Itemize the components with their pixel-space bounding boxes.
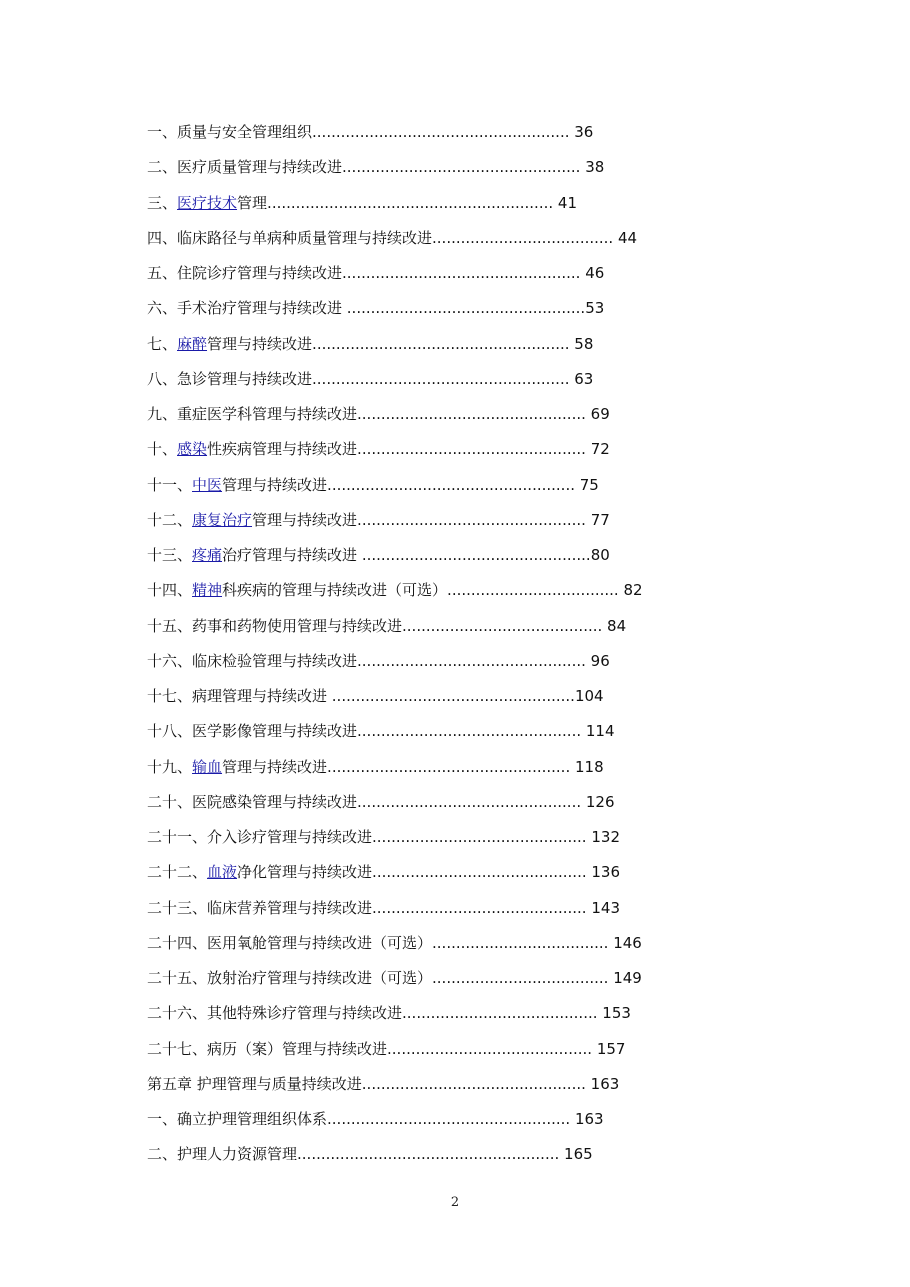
- toc-entry-page: 118: [570, 757, 604, 776]
- toc-entry-title: 二十六、其他特殊诊疗管理与持续改进: [147, 1004, 403, 1023]
- toc-entry: [147, 397, 707, 432]
- toc-entry-title: 二十一、介入诊疗管理与持续改进: [147, 828, 373, 846]
- toc-entry-leader: .......................................................: [297, 1145, 560, 1164]
- toc-entry-leader: ................................................: [357, 651, 586, 670]
- toc-entry-link[interactable]: 麻醉: [177, 334, 208, 353]
- toc-entry-leader: .............................................: [372, 863, 587, 882]
- toc-entry-page: 80: [590, 546, 610, 564]
- toc-entry-page: 84: [602, 616, 627, 635]
- toc-entry: [147, 538, 707, 573]
- toc-entry: [147, 644, 707, 679]
- toc-entry-page: 75: [575, 475, 599, 494]
- toc-entry: [147, 186, 707, 221]
- toc-entry-leader: ....................................: [447, 581, 619, 600]
- toc-entry-title: 五、住院诊疗管理与持续改进: [147, 264, 343, 282]
- toc-entry-link[interactable]: 康复治疗: [192, 510, 253, 529]
- toc-entry-link[interactable]: 血液: [207, 863, 238, 882]
- toc-entry: [147, 503, 707, 538]
- toc-entry-title: 八、急诊管理与持续改进: [147, 369, 313, 388]
- page-number: 2: [450, 1195, 460, 1210]
- toc-entry-page: 96: [585, 651, 610, 670]
- toc-entry-title: 三、: [147, 193, 178, 212]
- toc-entry-page: 146: [608, 933, 642, 952]
- toc-entry-leader: ..................................................: [346, 299, 586, 318]
- toc-entry-title: 一、确立护理管理组织体系: [147, 1110, 328, 1128]
- toc-entry: [147, 926, 707, 961]
- toc-entry-title: 二十、医院感染管理与持续改进: [147, 792, 358, 811]
- toc-entry-title: 四、临床路径与单病种质量管理与持续改进: [147, 228, 433, 247]
- toc-entry-title: 七、: [147, 334, 178, 353]
- toc-entry-title: 性疾病管理与持续改进: [207, 440, 358, 459]
- toc-entry-title: 十四、: [147, 581, 193, 600]
- toc-entry-page: 114: [581, 722, 615, 741]
- toc-entry: [147, 891, 707, 926]
- toc-entry-title: 九、重症医学科管理与持续改进: [147, 405, 358, 423]
- toc-entry-title: 治疗管理与持续改进: [222, 546, 362, 564]
- toc-entry: [147, 150, 707, 185]
- toc-entry-page: 46: [580, 264, 605, 282]
- toc-entry: [147, 573, 707, 608]
- toc-entry: [147, 1067, 707, 1102]
- toc-entry-title: 第五章 护理管理与质量持续改进: [147, 1074, 362, 1093]
- toc-entry-page: 63: [569, 369, 594, 388]
- toc-entry: [147, 961, 707, 996]
- toc-entry-link[interactable]: 输血: [192, 757, 223, 776]
- toc-entry-page: 157: [592, 1039, 626, 1058]
- toc-entry: [147, 679, 707, 714]
- toc-entry-title: 二十五、放射治疗管理与持续改进（可选）: [147, 969, 433, 987]
- table-of-contents: [147, 115, 707, 1173]
- toc-entry-leader: .............................................: [372, 828, 587, 846]
- toc-entry: [147, 432, 707, 467]
- toc-entry-title: 二十三、临床营养管理与持续改进: [147, 898, 373, 917]
- toc-entry-page: 77: [585, 510, 610, 529]
- toc-entry-title: 管理与持续改进: [252, 510, 358, 529]
- toc-entry-title: 十七、病理管理与持续改进: [147, 687, 332, 705]
- toc-entry-page: 149: [608, 969, 642, 987]
- toc-entry-page: 143: [586, 898, 620, 917]
- toc-entry-leader: ......................................................: [312, 123, 570, 141]
- toc-entry: [147, 714, 707, 749]
- toc-entry: [147, 1137, 707, 1172]
- toc-entry-title: 管理与持续改进: [207, 334, 313, 353]
- toc-entry-leader: .........................................: [402, 1004, 598, 1023]
- toc-entry-title: 二十四、医用氧舱管理与持续改进（可选）: [147, 933, 433, 952]
- toc-entry: [147, 1032, 707, 1067]
- toc-entry-link[interactable]: 医疗技术: [177, 193, 238, 212]
- toc-entry-leader: ...............................................: [357, 792, 582, 811]
- toc-entry-page: 165: [559, 1145, 593, 1164]
- toc-entry-title: 管理与持续改进: [222, 757, 328, 776]
- toc-entry: [147, 221, 707, 256]
- toc-entry-title: 十、: [147, 440, 178, 459]
- toc-entry-leader: ....................................................: [327, 475, 575, 494]
- toc-entry: [147, 820, 707, 855]
- toc-entry-page: 136: [586, 863, 621, 882]
- toc-entry: [147, 1102, 707, 1137]
- toc-entry-leader: ......................................: [432, 228, 614, 247]
- toc-entry-leader: ..........................................: [402, 616, 603, 635]
- toc-entry-page: 38: [580, 158, 605, 177]
- toc-entry: [147, 327, 707, 362]
- toc-entry-page: 53: [585, 299, 605, 318]
- toc-entry-title: 十九、: [147, 757, 193, 776]
- toc-entry-leader: ..................................................: [342, 158, 581, 177]
- toc-entry-title: 二十七、病历（案）管理与持续改进: [147, 1039, 388, 1058]
- toc-entry-page: 153: [597, 1004, 631, 1023]
- toc-entry-leader: ...................................................: [327, 1110, 571, 1128]
- toc-entry-title: 二十二、: [147, 863, 208, 882]
- toc-entry-leader: .....................................: [432, 969, 609, 987]
- toc-entry-page: 104: [574, 687, 604, 705]
- toc-entry-title: 十一、: [147, 475, 193, 494]
- toc-entry-page: 82: [618, 581, 643, 600]
- toc-entry-title: 十八、医学影像管理与持续改进: [147, 722, 358, 741]
- toc-entry-title: 十五、药事和药物使用管理与持续改进: [147, 616, 403, 635]
- toc-entry-leader: ................................................: [357, 440, 586, 459]
- toc-entry-page: 58: [569, 334, 594, 353]
- toc-entry: [147, 256, 707, 291]
- toc-entry-leader: ...............................................: [361, 1074, 586, 1093]
- toc-entry-page: 36: [569, 123, 594, 141]
- toc-entry-title: 二、医疗质量管理与持续改进: [147, 158, 343, 177]
- toc-entry: [147, 362, 707, 397]
- toc-entry: [147, 609, 707, 644]
- toc-entry-leader: ............................................................: [267, 193, 554, 212]
- toc-entry: [147, 996, 707, 1031]
- toc-entry-leader: ......................................................: [312, 369, 570, 388]
- toc-entry-leader: ...........................................: [387, 1039, 593, 1058]
- toc-entry-link[interactable]: 感染: [177, 440, 208, 459]
- toc-entry-leader: ..................................................: [342, 264, 581, 282]
- toc-entry-leader: ......................................................: [312, 334, 570, 353]
- toc-entry-link[interactable]: 中医: [192, 475, 223, 494]
- toc-entry-leader: ................................................: [357, 405, 586, 423]
- toc-entry-leader: .....................................: [432, 933, 609, 952]
- toc-entry-leader: ...............................................: [357, 722, 582, 741]
- toc-entry: [147, 291, 707, 326]
- toc-entry-title: 科疾病的管理与持续改进（可选）: [222, 581, 448, 600]
- toc-entry-link[interactable]: 精神: [192, 581, 223, 600]
- toc-entry-leader: ................................................: [357, 510, 586, 529]
- toc-entry-leader: ...................................................: [327, 757, 571, 776]
- toc-entry-page: 72: [585, 440, 610, 459]
- toc-entry-page: 132: [586, 828, 620, 846]
- toc-entry: [147, 750, 707, 785]
- toc-entry-title: 一、质量与安全管理组织: [147, 123, 313, 141]
- toc-entry-page: 69: [585, 405, 610, 423]
- toc-entry: [147, 785, 707, 820]
- toc-entry-title: 六、手术治疗管理与持续改进: [147, 299, 347, 318]
- toc-entry-page: 44: [613, 228, 638, 247]
- toc-entry-leader: ................................................: [361, 546, 591, 564]
- toc-entry-title: 十二、: [147, 510, 193, 529]
- toc-entry-leader: ...................................................: [331, 687, 575, 705]
- toc-entry-page: 163: [570, 1110, 604, 1128]
- toc-entry-link[interactable]: 疼痛: [192, 546, 223, 564]
- toc-entry-title: 十六、临床检验管理与持续改进: [147, 651, 358, 670]
- toc-entry-page: 126: [581, 792, 615, 811]
- toc-entry-title: 管理: [237, 193, 268, 212]
- toc-entry-leader: .............................................: [372, 898, 587, 917]
- toc-entry: [147, 115, 707, 150]
- toc-entry: [147, 468, 707, 503]
- toc-entry-page: 163: [585, 1074, 620, 1093]
- toc-entry-title: 管理与持续改进: [222, 475, 328, 494]
- toc-entry-page: 41: [553, 193, 577, 212]
- toc-entry-title: 净化管理与持续改进: [237, 863, 373, 882]
- toc-entry: [147, 855, 707, 890]
- toc-entry-title: 二、护理人力资源管理: [147, 1145, 298, 1164]
- toc-entry-title: 十三、: [147, 546, 193, 564]
